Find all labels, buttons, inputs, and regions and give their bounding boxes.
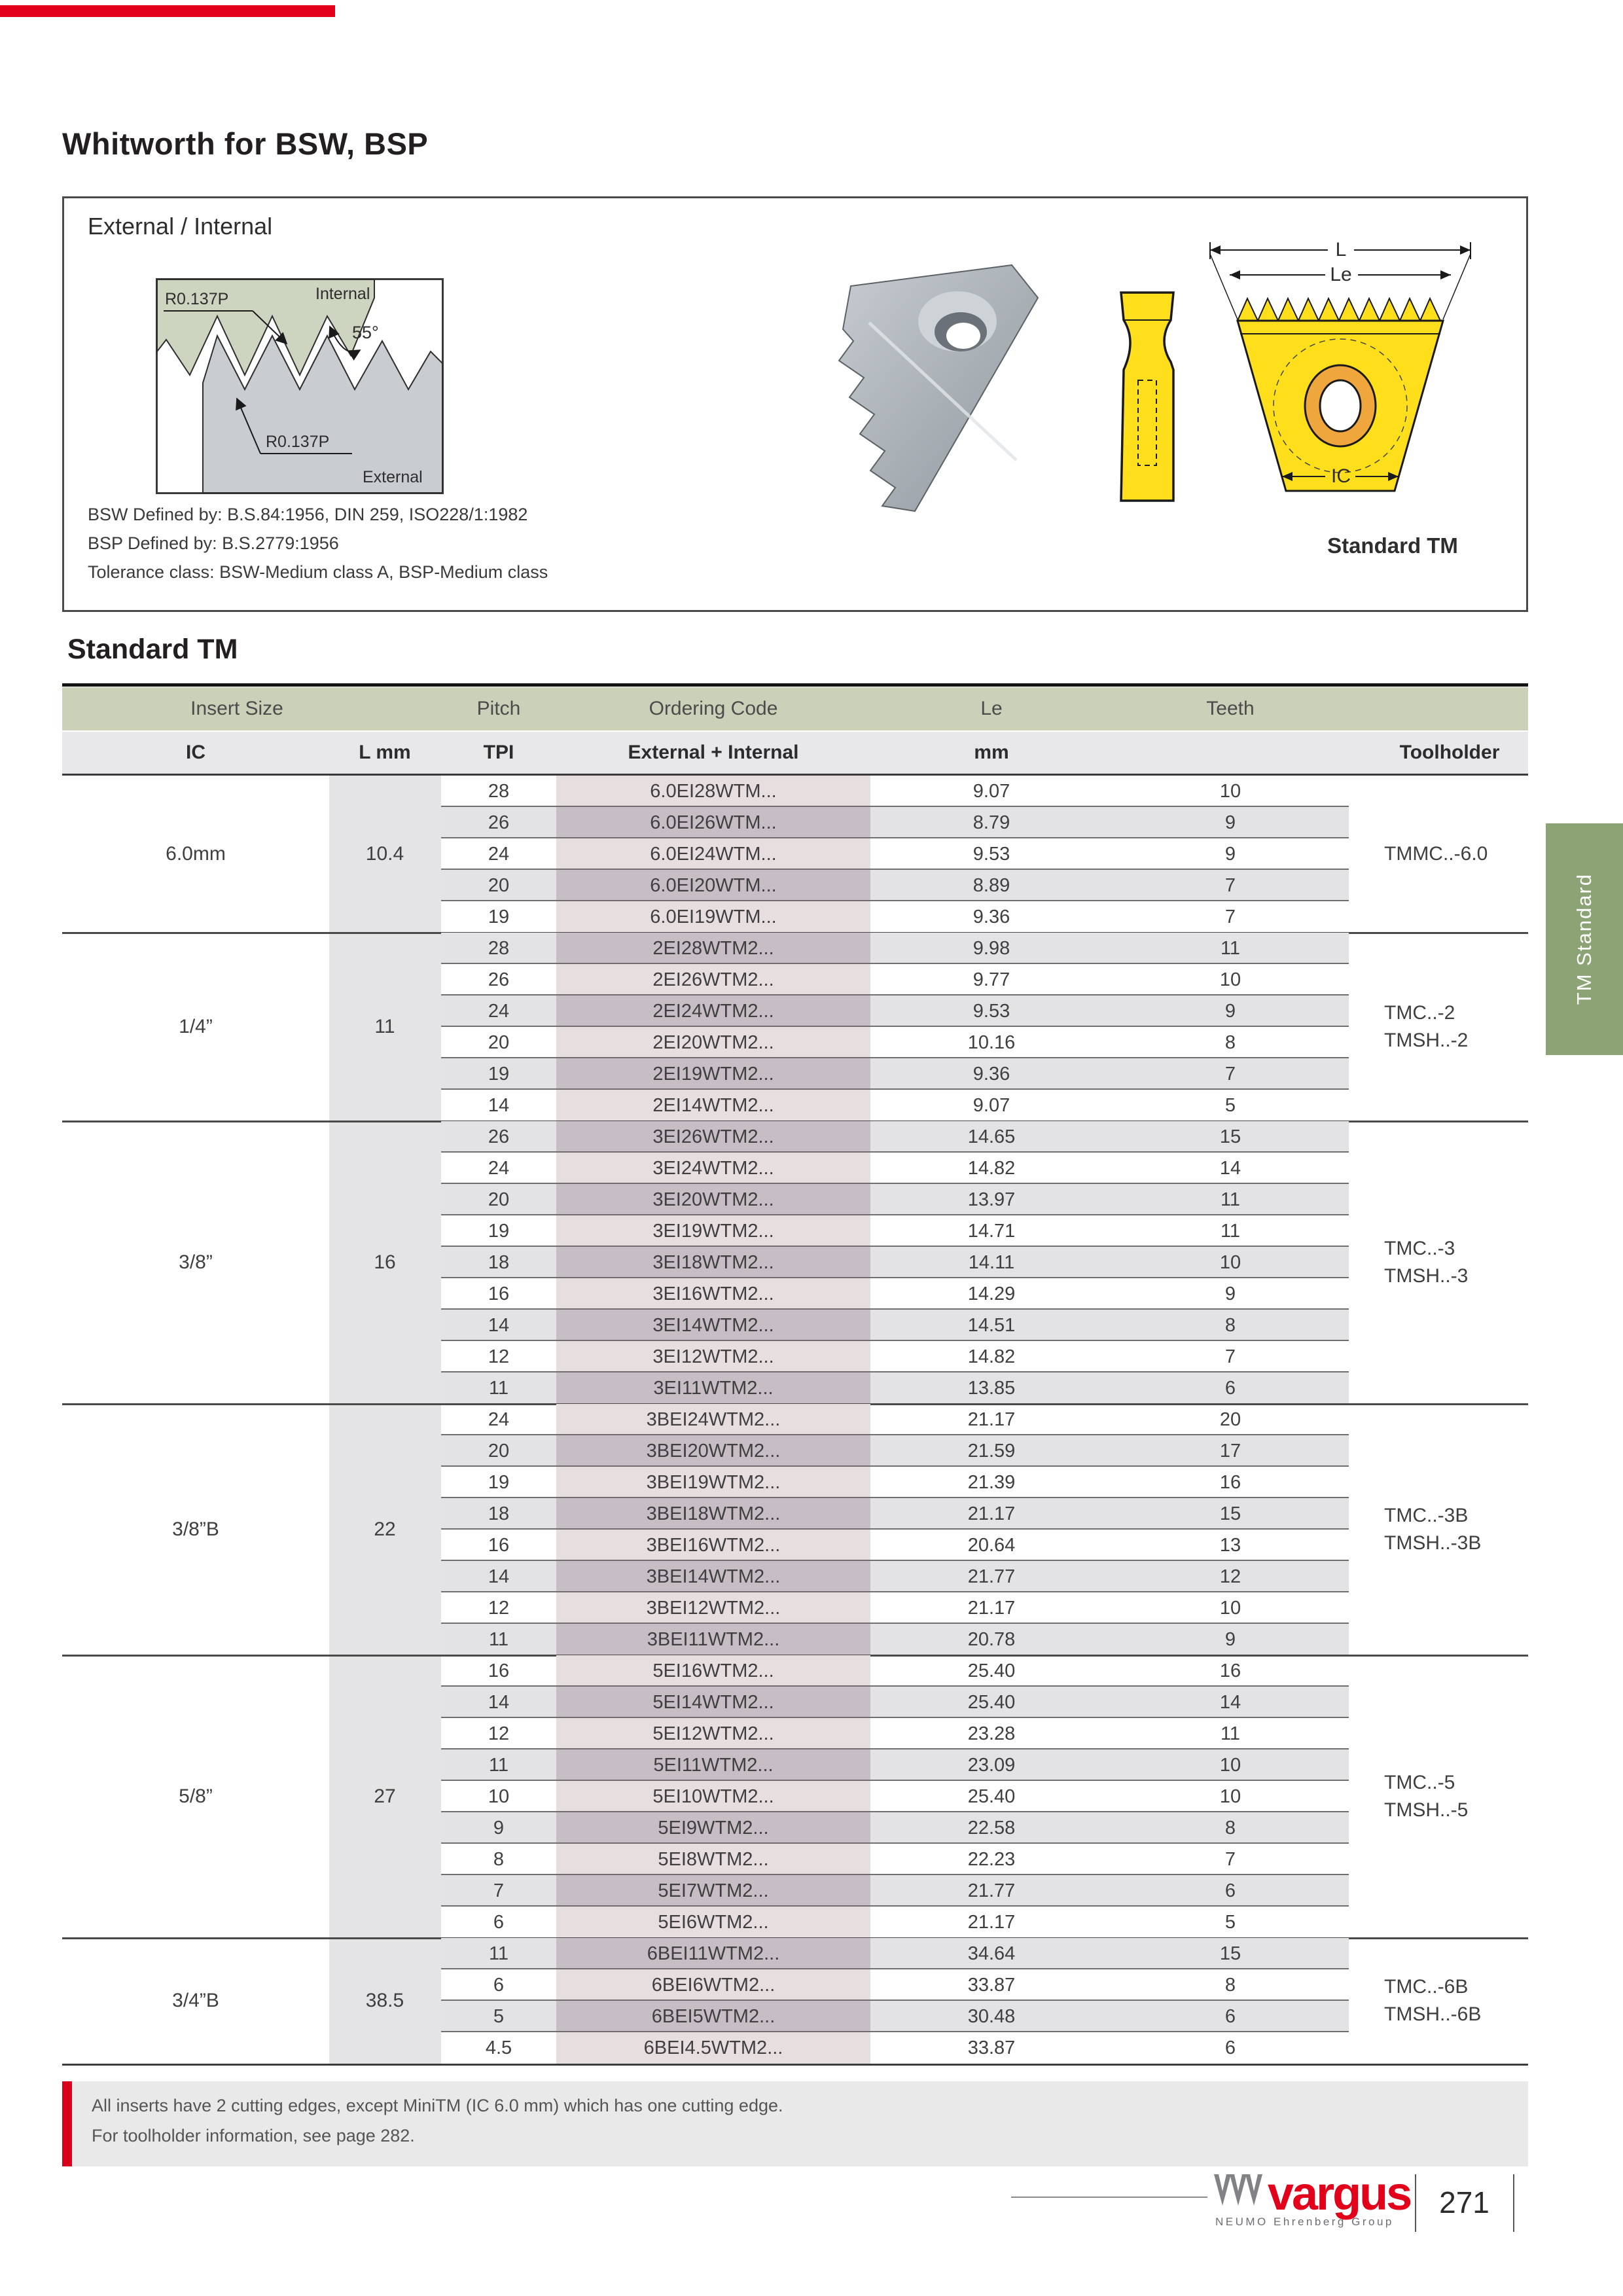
table-cell: 28 (488, 781, 510, 802)
group-l-label: 10.4 (365, 843, 404, 865)
note-line-2: For toolholder information, see page 282. (92, 2126, 415, 2145)
table-cell: 10 (488, 1786, 510, 1807)
table-cell: 14.29 (967, 1283, 1016, 1304)
table-cell: 10 (1219, 1598, 1241, 1619)
table-cell: 23.09 (967, 1755, 1016, 1776)
table-cell: 3EI20WTM2... (652, 1189, 774, 1210)
table-cell: 13.97 (967, 1189, 1016, 1210)
table-cell: 6 (1224, 2006, 1236, 2027)
table-cell: 8 (1224, 1315, 1236, 1336)
table-cell: 23.28 (967, 1723, 1016, 1744)
table-cell: 7 (493, 1880, 505, 1901)
header-insert-size: Insert Size (190, 698, 283, 719)
table-cell: 26 (488, 812, 510, 833)
table-cell: 11 (488, 1943, 509, 1964)
table-cell: 19 (488, 1472, 510, 1493)
subheader-ext-int: External + Internal (628, 742, 799, 763)
subheader-tpi: TPI (483, 742, 514, 763)
table-cell: 13 (1219, 1535, 1241, 1556)
table-cell: 9.53 (972, 1001, 1010, 1022)
table-cell: 2EI14WTM2... (652, 1095, 774, 1116)
table-cell: 3EI24WTM2... (652, 1158, 774, 1179)
subheader-toolholder: Toolholder (1399, 742, 1500, 763)
table-cell: 20 (1219, 1409, 1241, 1430)
table-cell: 7 (1224, 1064, 1236, 1085)
group-toolholder (1384, 1655, 1468, 1938)
table-cell: 5EI9WTM2... (658, 1818, 769, 1839)
toolholder-label: TMSH..-3B (1384, 1532, 1482, 1554)
table-cell: 6BEI5WTM2... (651, 2006, 776, 2027)
table-cell: 9.07 (972, 781, 1010, 802)
group-toolholder (1384, 1938, 1481, 2064)
bsw-defined-line: BSW Defined by: B.S.84:1956, DIN 259, ISO228/1:1982 (88, 505, 528, 524)
toolholder-label: TMSH..-5 (1384, 1799, 1469, 1821)
table-cell: 14.82 (967, 1346, 1016, 1367)
group-ic-label: 6.0mm (166, 843, 226, 865)
toolholder-label: TMSH..-3 (1384, 1265, 1469, 1287)
footer-divider-left (1415, 2174, 1416, 2232)
table-cell: 24 (488, 1001, 510, 1022)
infobox-heading: External / Internal (88, 213, 273, 240)
group-ic-label: 3/4”B (172, 1990, 219, 2011)
table-cell: 16 (1219, 1472, 1241, 1493)
table-cell: 8 (1224, 1818, 1236, 1839)
brand-text: vargus (1268, 2168, 1410, 2220)
table-cell: 26 (488, 969, 510, 990)
table-cell: 11 (1220, 1189, 1241, 1210)
table-cell: 5EI8WTM2... (658, 1849, 769, 1870)
table-cell: 6 (493, 1975, 505, 1996)
table-cell: 12 (488, 1598, 510, 1619)
table-cell: 7 (1224, 875, 1236, 896)
table-cell: 5EI12WTM2... (652, 1723, 774, 1744)
table-cell: 11 (1220, 1221, 1241, 1242)
section-title: Standard TM (67, 634, 238, 665)
table-cell: 10 (1219, 1786, 1241, 1807)
note-accent-bar (62, 2081, 72, 2166)
toolholder-label: TMC..-2 (1384, 1002, 1455, 1024)
table-cell: 3EI14WTM2... (652, 1315, 774, 1336)
label-r-top: R0.137P (165, 290, 229, 308)
brand-sub-text: NEUMO Ehrenberg Group (1215, 2215, 1394, 2228)
table-cell: 22.23 (967, 1849, 1016, 1870)
table-cell: 5EI14WTM2... (652, 1692, 774, 1713)
table-cell: 20 (488, 875, 510, 896)
page-title: Whitworth for BSW, BSP (62, 126, 429, 161)
side-tab[interactable] (1546, 823, 1623, 1055)
table-cell: 8.79 (972, 812, 1010, 833)
table-cell: 2EI28WTM2... (652, 938, 774, 959)
table-cell: 10 (1219, 1755, 1241, 1776)
vargus-logo (1214, 2168, 1410, 2233)
table-cell: 6.0EI26WTM... (650, 812, 777, 833)
table-cell: 21.17 (967, 1598, 1016, 1619)
table-cell: 9.53 (972, 844, 1010, 865)
table-cell: 8 (1224, 1032, 1236, 1053)
table-cell: 3EI11WTM2... (653, 1378, 774, 1399)
table-cell: 3BEI11WTM2... (647, 1629, 780, 1650)
dim-ic-label: IC (1331, 465, 1351, 487)
table-cell: 8 (1224, 1975, 1236, 1996)
table-cell: 9.98 (972, 938, 1010, 959)
toolholder-label: TMC..-5 (1384, 1772, 1455, 1793)
table-cell: 21.17 (967, 1503, 1016, 1524)
table-cell: 9 (1224, 812, 1236, 833)
table-cell: 16 (1219, 1660, 1241, 1681)
table-cell: 18 (488, 1252, 510, 1273)
label-external: External (363, 468, 423, 486)
table-cell: 9 (1224, 1629, 1236, 1650)
table-cell: 9 (1224, 1283, 1236, 1304)
page-number: 271 (1439, 2185, 1489, 2219)
table-cell: 28 (488, 938, 510, 959)
table-cell: 3BEI19WTM2... (646, 1472, 781, 1493)
table-cell: 2EI20WTM2... (652, 1032, 774, 1053)
table-cell: 16 (488, 1660, 510, 1681)
table-cell: 15 (1219, 1943, 1241, 1964)
table-cell: 3EI16WTM2... (652, 1283, 774, 1304)
table-cell: 3EI18WTM2... (652, 1252, 774, 1273)
table-cell: 3EI12WTM2... (652, 1346, 774, 1367)
table-cell: 2EI26WTM2... (652, 969, 774, 990)
table-cell: 6.0EI28WTM... (650, 781, 777, 802)
table-cell: 5 (1224, 1095, 1236, 1116)
table-cell: 14 (488, 1566, 510, 1587)
table-cell: 14.51 (967, 1315, 1016, 1336)
group-l-label: 11 (374, 1016, 395, 1037)
table-cell: 3BEI18WTM2... (646, 1503, 781, 1524)
table-cell: 3BEI24WTM2... (646, 1409, 781, 1430)
table-cell: 22.58 (967, 1818, 1016, 1839)
table-cell: 13.85 (967, 1378, 1016, 1399)
table-cell: 24 (488, 844, 510, 865)
table-cell: 6.0EI20WTM... (650, 875, 777, 896)
table-cell: 6BEI11WTM2... (647, 1943, 780, 1964)
table-cell: 9 (1224, 1001, 1236, 1022)
toolholder-label: TMSH..-2 (1384, 1030, 1469, 1051)
table-cell: 20 (488, 1032, 510, 1053)
toolholder-label: TMC..-3B (1384, 1505, 1469, 1526)
table-cell: 20 (488, 1441, 510, 1462)
table-cell: 6BEI4.5WTM2... (643, 2037, 783, 2058)
group-l-label: 38.5 (365, 1990, 404, 2011)
table-cell: 26 (488, 1126, 510, 1147)
table-cell: 14.82 (967, 1158, 1016, 1179)
table-cell: 33.87 (967, 2037, 1016, 2058)
table-cell: 6 (493, 1912, 505, 1933)
table-cell: 5 (493, 2006, 505, 2027)
table-cell: 5EI7WTM2... (658, 1880, 769, 1901)
table-cell: 9.07 (972, 1095, 1010, 1116)
group-l-label: 16 (374, 1251, 396, 1273)
footer-rule (1011, 2197, 1207, 2198)
dim-l-label: L (1335, 239, 1347, 260)
table-cell: 14 (1219, 1692, 1241, 1713)
table-cell: 6BEI6WTM2... (651, 1975, 776, 1996)
table-cell: 6.0EI19WTM... (650, 906, 777, 927)
table-cell: 16 (488, 1283, 510, 1304)
table-cell: 21.77 (967, 1880, 1016, 1901)
note-line-1: All inserts have 2 cutting edges, except MiniTM (IC 6.0 mm) which has one cutting edge. (92, 2096, 783, 2115)
table-cell: 9.36 (972, 1064, 1010, 1085)
table-cell: 2EI24WTM2... (652, 1001, 774, 1022)
table-cell: 9 (1224, 844, 1236, 865)
table-cell: 19 (488, 906, 510, 927)
table-cell: 3EI26WTM2... (652, 1126, 774, 1147)
table-cell: 8 (493, 1849, 505, 1870)
table-cell: 20.78 (967, 1629, 1016, 1650)
table-cell: 15 (1219, 1126, 1241, 1147)
table-cell: 12 (488, 1346, 510, 1367)
table-cell: 7 (1224, 906, 1236, 927)
table-cell: 10 (1219, 1252, 1241, 1273)
table-cell: 15 (1219, 1503, 1241, 1524)
table-cell: 21.59 (967, 1441, 1016, 1462)
table-cell: 34.64 (967, 1943, 1016, 1964)
subheader-l-mm: L mm (359, 742, 411, 763)
label-r-bottom: R0.137P (266, 433, 330, 451)
table-cell: 14.71 (967, 1221, 1016, 1242)
table-cell: 7 (1224, 1346, 1236, 1367)
table-cell: 14.65 (967, 1126, 1016, 1147)
table-cell: 24 (488, 1158, 510, 1179)
group-ic-label: 3/8”B (172, 1518, 219, 1540)
group-toolholder (1384, 1121, 1468, 1404)
table-cell: 11 (488, 1378, 509, 1399)
table-cell: 6 (1224, 1880, 1236, 1901)
table-cell: 9 (493, 1818, 505, 1839)
table-cell: 10.16 (967, 1032, 1016, 1053)
group-toolholder (1384, 1404, 1481, 1655)
insert-caption: Standard TM (1327, 533, 1458, 558)
table-cell: 3BEI12WTM2... (646, 1598, 781, 1619)
table-cell: 5 (1224, 1912, 1236, 1933)
toolholder-label: TMMC..-6.0 (1384, 843, 1488, 865)
table-cell: 5EI11WTM2... (653, 1755, 774, 1776)
table-cell: 20.64 (967, 1535, 1016, 1556)
header-pitch: Pitch (476, 698, 521, 719)
table-cell: 14 (488, 1692, 510, 1713)
footer-divider-right (1513, 2174, 1514, 2232)
table-cell: 2EI19WTM2... (652, 1064, 774, 1085)
toolholder-label: TMC..-3 (1384, 1238, 1455, 1259)
table-cell: 3BEI20WTM2... (646, 1441, 781, 1462)
table-cell: 5EI16WTM2... (652, 1660, 774, 1681)
table-cell: 3EI19WTM2... (652, 1221, 774, 1242)
group-ic-label: 3/8” (179, 1251, 213, 1273)
table-cell: 12 (488, 1723, 510, 1744)
table-cell: 6.0EI24WTM... (650, 844, 777, 865)
header-ordering-code: Ordering Code (649, 698, 778, 719)
group-toolholder (1384, 776, 1488, 933)
table-cell: 3BEI14WTM2... (646, 1566, 781, 1587)
dim-le-label: Le (1330, 264, 1352, 285)
table-cell: 3BEI16WTM2... (646, 1535, 781, 1556)
table-cell: 20 (488, 1189, 510, 1210)
toolholder-label: TMC..-6B (1384, 1976, 1469, 1998)
table-cell: 30.48 (967, 2006, 1016, 2027)
label-internal: Internal (315, 285, 370, 303)
table-cell: 18 (488, 1503, 510, 1524)
header-le: Le (980, 698, 1003, 719)
table-cell: 12 (1219, 1566, 1241, 1587)
bsp-defined-line: BSP Defined by: B.S.2779:1956 (88, 533, 339, 553)
table-cell: 11 (488, 1629, 509, 1650)
subheader-ic: IC (186, 742, 205, 763)
table-cell: 14 (488, 1095, 510, 1116)
group-toolholder (1384, 933, 1468, 1121)
table-cell: 10 (1219, 781, 1241, 802)
table-cell: 5EI10WTM2... (652, 1786, 774, 1807)
table-cell: 6 (1224, 2037, 1236, 2058)
table-cell: 8.89 (972, 875, 1010, 896)
table-cell: 25.40 (967, 1786, 1016, 1807)
table-cell: 16 (488, 1535, 510, 1556)
table-cell: 17 (1219, 1441, 1241, 1462)
table-cell: 21.17 (967, 1409, 1016, 1430)
table-cell: 7 (1224, 1849, 1236, 1870)
table-cell: 10 (1219, 969, 1241, 990)
table-bottom-border (62, 2064, 1528, 2066)
table-cell: 14 (1219, 1158, 1241, 1179)
table-cell: 11 (488, 1755, 509, 1776)
table-cell: 14.11 (968, 1252, 1015, 1273)
table-cell: 14 (488, 1315, 510, 1336)
table-cell: 4.5 (485, 2037, 512, 2058)
table-cell: 11 (1220, 1723, 1241, 1744)
table-cell: 9.77 (972, 969, 1010, 990)
side-tab-label: TM Standard (1573, 873, 1596, 1005)
table-cell: 21.17 (967, 1912, 1016, 1933)
tolerance-line: Tolerance class: BSW-Medium class A, BSP-Medium class (88, 562, 548, 582)
group-l-label: 27 (374, 1785, 396, 1807)
header-teeth: Teeth (1206, 698, 1255, 719)
table-cell: 25.40 (967, 1660, 1016, 1681)
table-cell: 11 (1220, 938, 1241, 959)
table-cell: 33.87 (967, 1975, 1016, 1996)
table-cell: 19 (488, 1221, 510, 1242)
subheader-mm: mm (974, 742, 1009, 763)
group-ic-label: 1/4” (179, 1016, 213, 1037)
table-cell: 21.39 (967, 1472, 1016, 1493)
note-box (72, 2081, 1528, 2166)
table-cell: 6 (1224, 1378, 1236, 1399)
table-cell: 19 (488, 1064, 510, 1085)
toolholder-label: TMSH..-6B (1384, 2003, 1482, 2025)
group-l-label: 22 (374, 1518, 396, 1540)
table-cell: 24 (488, 1409, 510, 1430)
group-ic-label: 5/8” (179, 1785, 213, 1807)
table-cell: 9.36 (972, 906, 1010, 927)
table-cell: 5EI6WTM2... (658, 1912, 769, 1933)
table-cell: 25.40 (967, 1692, 1016, 1713)
label-angle: 55° (352, 323, 379, 342)
table-cell: 21.77 (967, 1566, 1016, 1587)
